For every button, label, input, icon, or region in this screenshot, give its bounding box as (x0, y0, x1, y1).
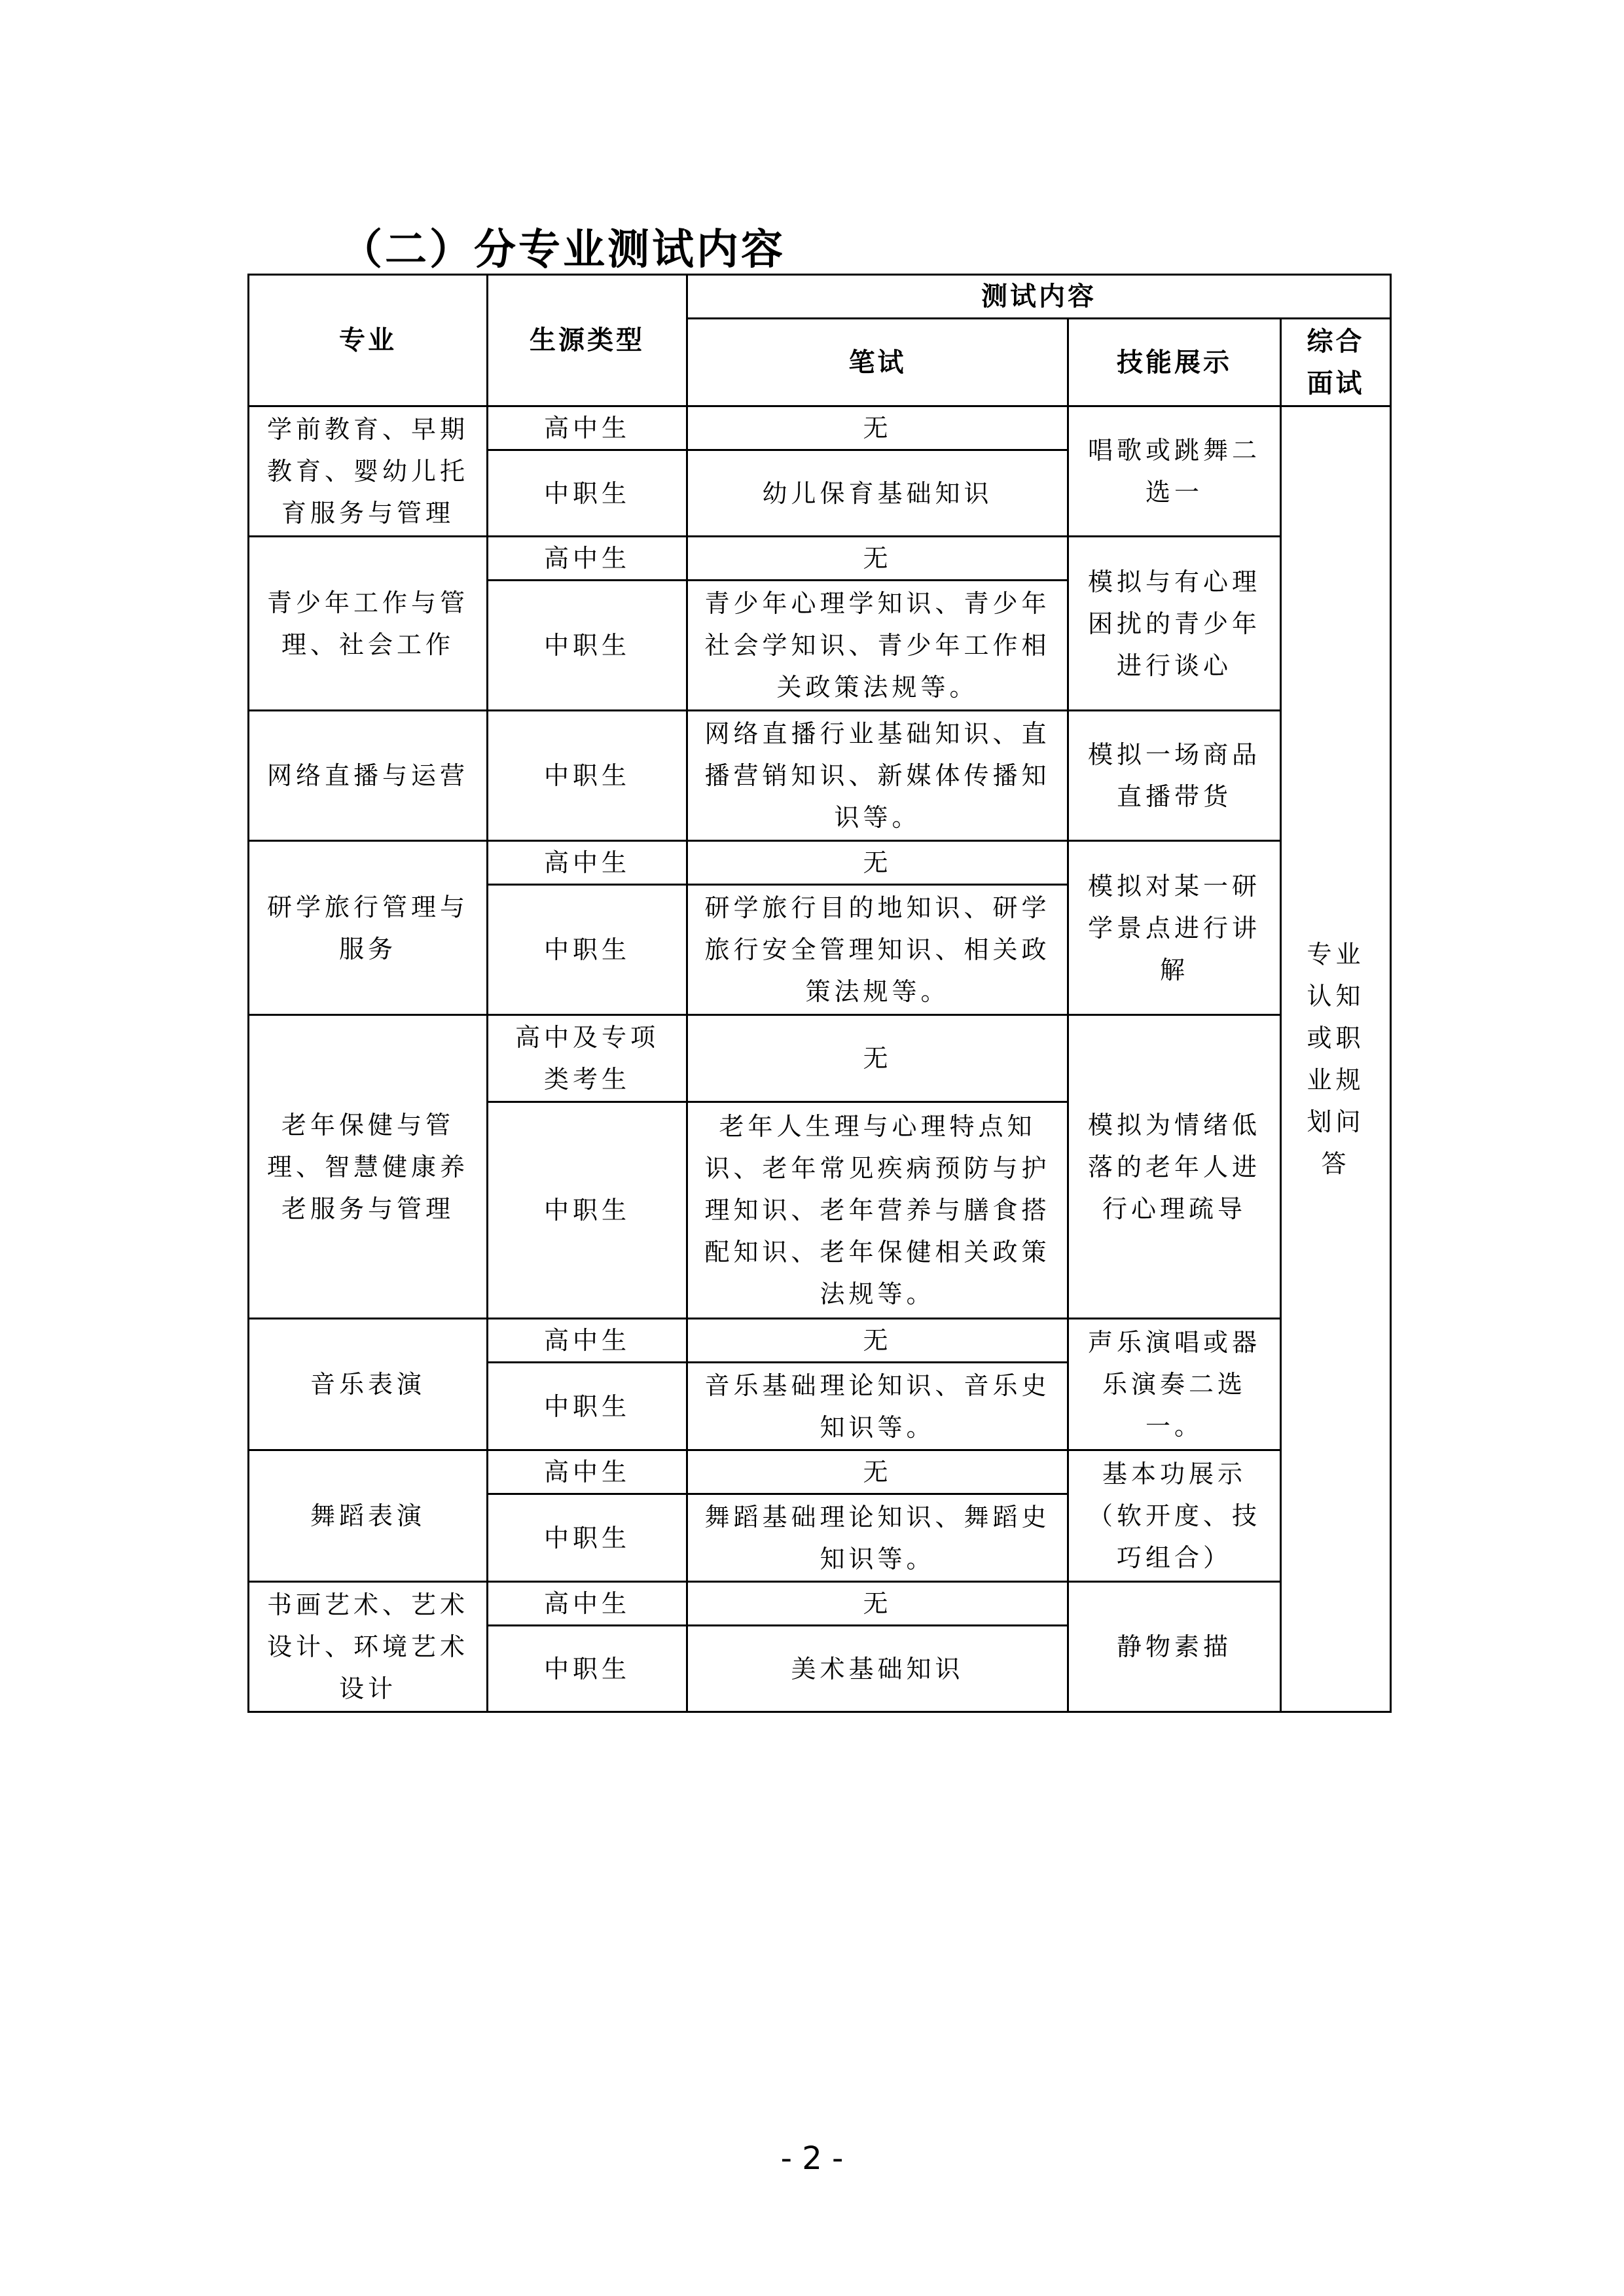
written-cell: 无 (687, 1319, 1068, 1363)
written-cell: 无 (687, 1582, 1068, 1626)
student-type-cell: 高中生 (488, 1582, 687, 1626)
major-cell: 老年保健与管理、智慧健康养老服务与管理 (249, 1015, 488, 1319)
skill-cell: 声乐演唱或器乐演奏二选一。 (1068, 1319, 1281, 1450)
written-cell: 音乐基础理论知识、音乐史知识等。 (687, 1363, 1068, 1450)
major-cell: 学前教育、早期教育、婴幼儿托育服务与管理 (249, 406, 488, 537)
header-major: 专业 (249, 275, 488, 406)
student-type-cell: 中职生 (488, 581, 687, 711)
major-cell: 书画艺术、艺术设计、环境艺术设计 (249, 1582, 488, 1712)
major-cell: 舞蹈表演 (249, 1450, 488, 1582)
student-type-cell: 中职生 (488, 1363, 687, 1450)
skill-cell: 模拟与有心理困扰的青少年进行谈心 (1068, 537, 1281, 711)
written-cell: 幼儿保育基础知识 (687, 450, 1068, 537)
major-cell: 青少年工作与管理、社会工作 (249, 537, 488, 711)
student-type-cell: 中职生 (488, 1494, 687, 1582)
student-type-cell: 高中生 (488, 841, 687, 885)
test-content-table (247, 274, 1392, 1713)
header-interview: 综合面试 (1281, 319, 1391, 406)
student-type-cell: 高中生 (488, 537, 687, 581)
interview-cell: 专业认知或职业规划问答 (1281, 406, 1391, 1712)
header-student-type: 生源类型 (488, 275, 687, 406)
written-cell: 网络直播行业基础知识、直播营销知识、新媒体传播知识等。 (687, 711, 1068, 841)
written-cell: 美术基础知识 (687, 1626, 1068, 1712)
written-cell: 研学旅行目的地知识、研学旅行安全管理知识、相关政策法规等。 (687, 885, 1068, 1015)
header-test-content: 测试内容 (687, 275, 1391, 319)
written-cell: 无 (687, 406, 1068, 450)
skill-cell: 模拟一场商品直播带货 (1068, 711, 1281, 841)
skill-cell: 模拟为情绪低落的老年人进行心理疏导 (1068, 1015, 1281, 1319)
skill-cell: 静物素描 (1068, 1582, 1281, 1712)
skill-cell: 模拟对某一研学景点进行讲解 (1068, 841, 1281, 1015)
written-cell: 青少年心理学知识、青少年社会学知识、青少年工作相关政策法规等。 (687, 581, 1068, 711)
student-type-cell: 中职生 (488, 1626, 687, 1712)
major-cell: 研学旅行管理与服务 (249, 841, 488, 1015)
written-cell: 无 (687, 1015, 1068, 1102)
skill-cell: 唱歌或跳舞二选一 (1068, 406, 1281, 537)
major-cell: 网络直播与运营 (249, 711, 488, 841)
header-skill: 技能展示 (1068, 319, 1281, 406)
student-type-cell: 高中及专项类考生 (488, 1015, 687, 1102)
skill-cell: 基本功展示（软开度、技巧组合） (1068, 1450, 1281, 1582)
student-type-cell: 中职生 (488, 711, 687, 841)
written-cell: 无 (687, 841, 1068, 885)
written-cell: 老年人生理与心理特点知识、老年常见疾病预防与护理知识、老年营养与膳食搭配知识、老年保健相关政策法规等。 (687, 1102, 1068, 1319)
written-cell: 舞蹈基础理论知识、舞蹈史知识等。 (687, 1494, 1068, 1582)
major-cell: 音乐表演 (249, 1319, 488, 1450)
student-type-cell: 高中生 (488, 1450, 687, 1494)
section-heading: （二）分专业测试内容 (340, 226, 785, 274)
written-cell: 无 (687, 1450, 1068, 1494)
student-type-cell: 中职生 (488, 450, 687, 537)
written-cell: 无 (687, 537, 1068, 581)
student-type-cell: 中职生 (488, 885, 687, 1015)
student-type-cell: 高中生 (488, 1319, 687, 1363)
student-type-cell: 高中生 (488, 406, 687, 450)
student-type-cell: 中职生 (488, 1102, 687, 1319)
header-written: 笔试 (687, 319, 1068, 406)
page-number: - 2 - (780, 2140, 844, 2177)
